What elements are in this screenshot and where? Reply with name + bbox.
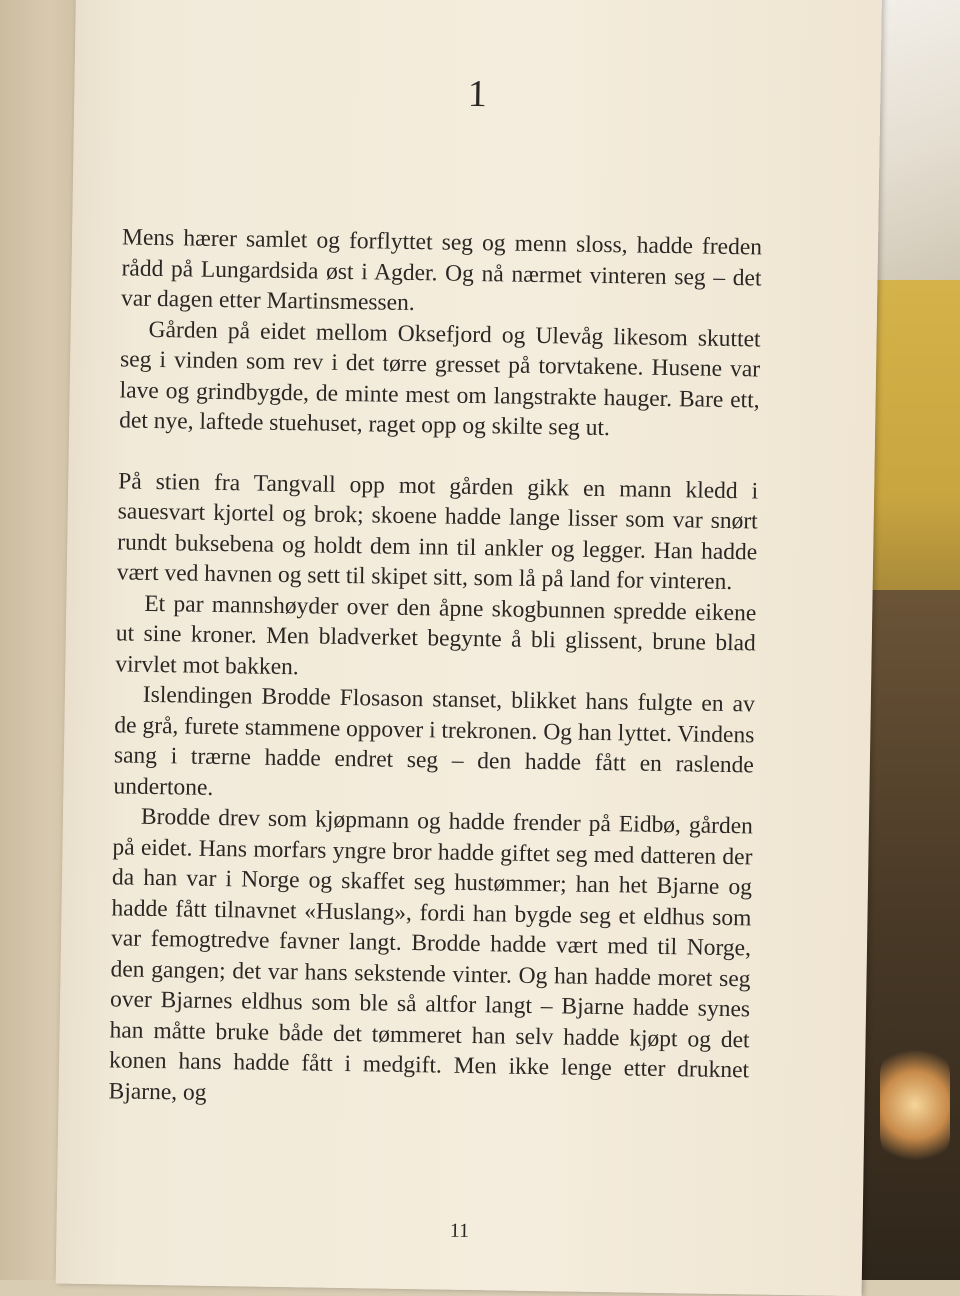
paragraph: Brodde drev som kjøpmann og hadde frender på Eidbø, gården på eidet. Hans morfars yngre bror hadde giftet seg med datteren der da han var i Norge og skaffet seg hustømmer; han het Bjarne og hadde fått tilnavnet «Huslang», fordi han bygde seg et eldhus som var femogtredve favner langt. Brodde hadde vært med til Norge, den gangen; det var hans sekstende vinter. Og han hadde moret seg over Bjarnes eldhus som ble så altfor langt – Bjarne hadde synes han måtte bruke både det tømmeret han selv hadde kjøpt og det konen hans hadde fått i medgift. Men ikke lenge etter druknet Bjarne, og <box>108 803 754 1106</box>
chapter-number: 1 <box>467 72 488 116</box>
paragraph: Gården på eidet mellom Oksefjord og Ulevåg likesom skuttet seg i vinden som rev i det tørre gresset på torvtakene. Husene var lave og grindbygde, de minte mest om langstrakte hauger. Bare ett, det nye, laftede stuehuset, raget opp og skilte seg ut. <box>118 316 761 442</box>
book-page <box>56 0 882 1296</box>
page-number: 11 <box>449 1219 470 1242</box>
paragraph: På stien fra Tangvall opp mot gården gikk en mann kledd i sauesvart kjortel og brok; skoene hadde lange lisser som var snørt rundt buksebena og holdt dem inn til ankler og legger. Han hadde vært ved havnen og sett til skipet sitt, som lå på land for vinteren. <box>116 467 759 596</box>
paragraph: Et par mannshøyder over den åpne skogbunnen spredde eikene ut sine kroner. Men bladverket begynte å bli glissent, brune blad virvlet mot bakken. <box>115 590 757 680</box>
body-text <box>108 222 762 1116</box>
lamp-glow <box>880 1040 950 1170</box>
paragraph: Islendingen Brodde Flosason stanset, blikket hans fulgte en av de grå, furete stammene oppover i trekronen. Og han lyttet. Vindens sang i trærne hadde endret seg – den hadde fått en raslende undertone. <box>113 681 756 801</box>
yellow-object <box>870 280 960 590</box>
paragraph: Mens hærer samlet og forflyttet seg og menn sloss, hadde freden rådd på Lungardsida øst i Agder. Og nå nærmet vinteren seg – det var dagen etter Martinsmessen. <box>120 224 763 317</box>
